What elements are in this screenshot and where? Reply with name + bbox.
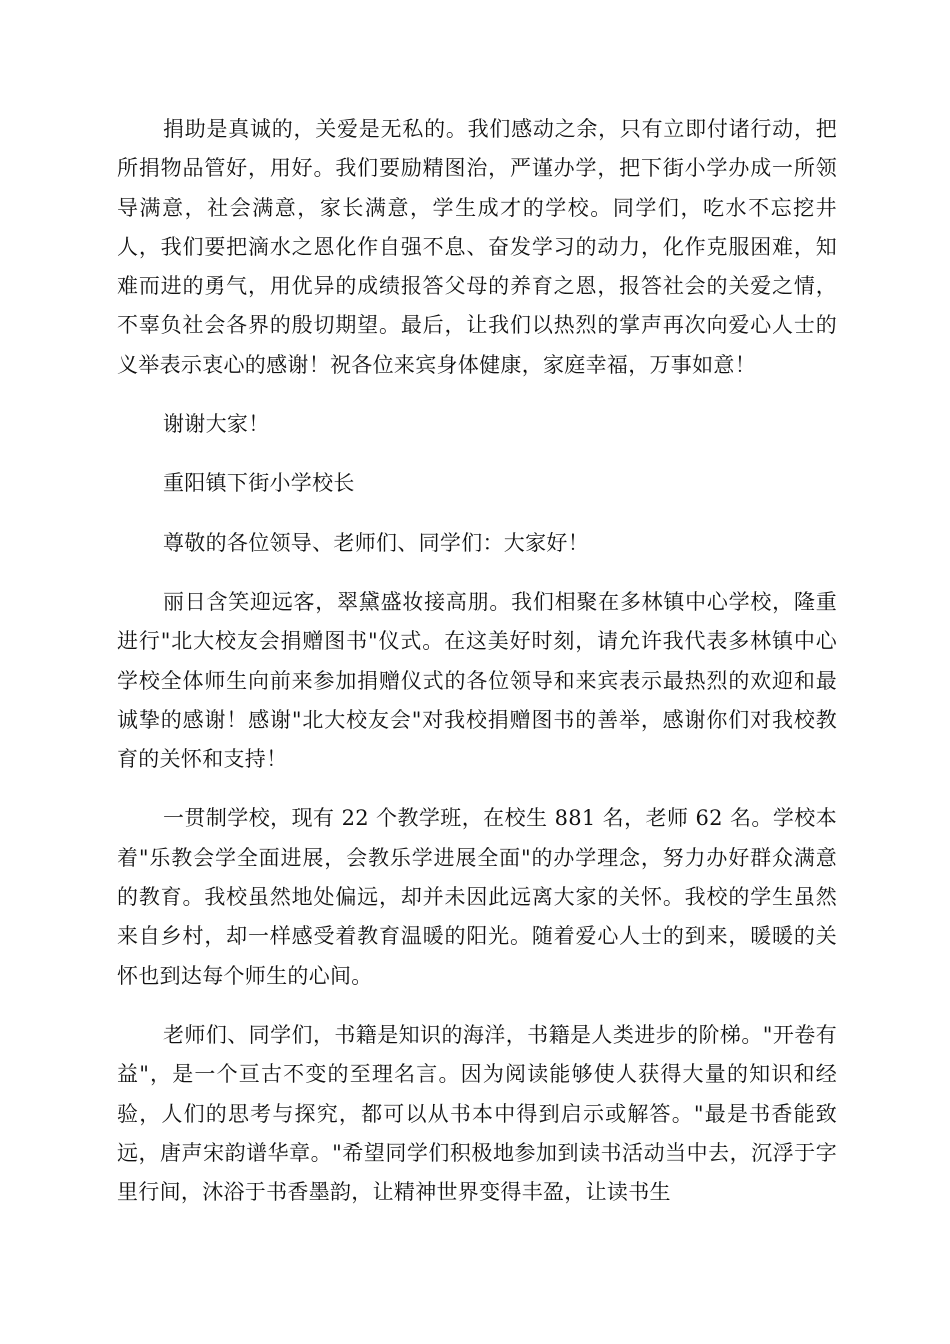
paragraph-reading: 老师们、同学们，书籍是知识的海洋，书籍是人类进步的阶梯。"开卷有益"，是一个亘古不变的至理名言。因为阅读能够使人获得大量的知识和经验，人们的思考与探究，都可以从书本中得到启示或解答。"最是书香能致远，唐声宋韵谱华章。"希望同学们积极地参加到读书活动当中去，沉浮于字里行间，沐浴于书香墨韵，让精神世界变得丰盈，让读书生 — [117, 1022, 837, 1205]
paragraph-thank-you: 谢谢大家！ — [163, 412, 270, 437]
paragraph-thanks-donation: 捐助是真诚的，关爱是无私的。我们感动之余，只有立即付诸行动，把所捐物品管好，用好。我们要励精图治，严谨办学，把下街小学办成一所领导满意，社会满意，家长满意，学生成才的学校。同学们，吃水不忘挖井人，我们要把滴水之恩化作自强不息、奋发学习的动力，化作克服困难，知难而进的勇气，用优异的成绩报答父母的养育之恩，报答社会的关爱之情，不辜负社会各界的殷切期望。最后，让我们以热烈的掌声再次向爱心人士的义举表示衷心的感谢！祝各位来宾身体健康，家庭幸福，万事如意！ — [117, 117, 837, 377]
document-body — [117, 110, 837, 1212]
paragraph-signature: 重阳镇下街小学校长 — [163, 471, 355, 496]
paragraph-welcome: 丽日含笑迎远客，翠黛盛妆接高朋。我们相聚在多林镇中心学校，隆重进行"北大校友会捐赠图书"仪式。在这美好时刻，请允许我代表多林镇中心学校全体师生向前来参加捐赠仪式的各位领导和来宾表示最热烈的欢迎和最诚挚的感谢！感谢"北大校友会"对我校捐赠图书的善举，感谢你们对我校教育的关怀和支持！ — [117, 589, 837, 772]
paragraph-school-intro: 一贯制学校，现有 22 个教学班，在校生 881 名，老师 62 名。学校本着"乐教会学全面进展，会教乐学进展全面"的办学理念，努力办好群众满意的教育。我校虽然地处偏远，却并未因此远离大家的关怀。我校的学生虽然来自乡村，却一样感受着教育温暖的阳光。随着爱心人士的到来，暖暖的关怀也到达每个师生的心间。 — [117, 806, 837, 988]
paragraph-greeting: 尊敬的各位领导、老师们、同学们：大家好！ — [163, 530, 589, 555]
